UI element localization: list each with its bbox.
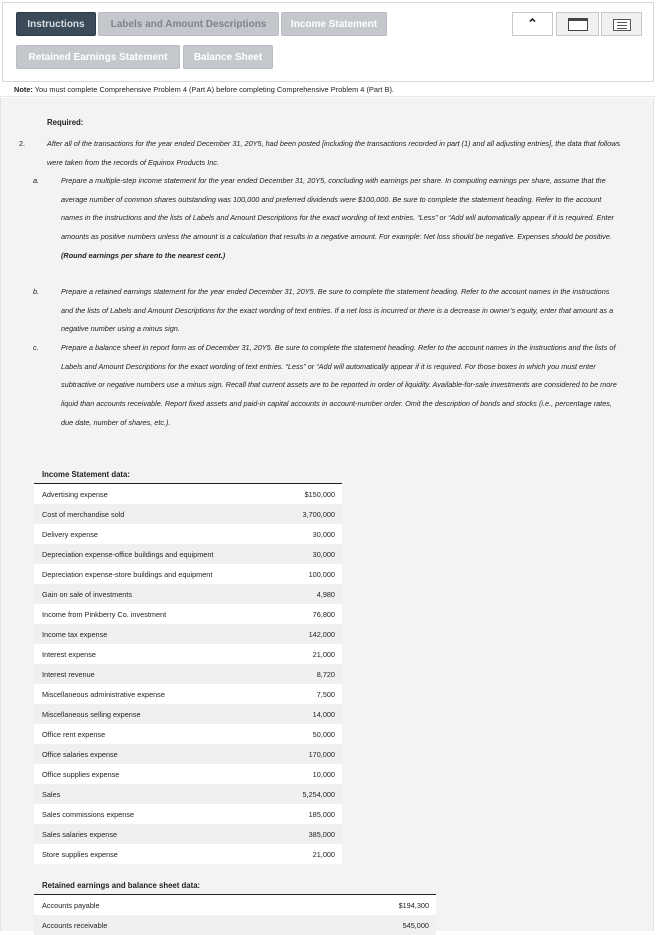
table-row (34, 544, 342, 564)
row-value: 50,000 (286, 724, 342, 744)
row-label: Office supplies expense (34, 764, 286, 784)
instructions-panel (0, 98, 654, 931)
table-row (34, 724, 342, 744)
row-value: 76,800 (286, 604, 342, 624)
row-value: 4,980 (286, 584, 342, 604)
row-label: Miscellaneous administrative expense (34, 684, 286, 704)
row-value: 21,000 (286, 844, 342, 864)
tab-retained-earnings-statement[interactable]: Retained Earnings Statement (16, 45, 180, 69)
requirement-b-letter: b. (33, 287, 40, 296)
tab-income-statement[interactable]: Income Statement (281, 12, 387, 36)
requirement-b-text: Prepare a retained earnings statement for the year ended December 31, 20Y5. Be sure to complete the statement heading. Refer to the account names in the instructions and the lists of Labels and Amount Descriptions for the exact wording of text entries. If a net loss is incurred or there is a decrease in owner’s equity, enter that amount as a negative number using a minus sign. (61, 287, 614, 334)
row-label: Miscellaneous selling expense (34, 704, 286, 724)
income-statement-data-table (34, 484, 342, 864)
tab-bar (2, 2, 654, 82)
table-row (34, 524, 342, 544)
list-icon (613, 19, 631, 31)
row-label: Advertising expense (34, 484, 286, 504)
row-label: Income from Pinkberry Co. investment (34, 604, 286, 624)
table-row (34, 824, 342, 844)
requirement-a-letter: a. (33, 176, 40, 185)
note-text: You must complete Comprehensive Problem 4 (Part A) before completing Comprehensive Problem 4 (Part B). (32, 85, 394, 94)
row-value: 385,000 (286, 824, 342, 844)
requirement-a-bold: (Round earnings per share to the nearest cent.) (61, 250, 226, 260)
requirement-b (33, 283, 623, 339)
table-row (34, 744, 342, 764)
row-value: 14,000 (286, 704, 342, 724)
table-row (34, 664, 342, 684)
row-value: 545,000 (300, 915, 436, 935)
note (0, 83, 656, 97)
table-row (34, 584, 342, 604)
required-heading: Required: (47, 118, 84, 127)
row-label: Accounts payable (34, 895, 300, 915)
requirement-a-text: Prepare a multiple-step income statement for the year ended December 31, 20Y5, concluding with earnings per share. In computing earnings per share, assume that the average number of common shares outstanding was 100,000 and preferred dividends were $100,000. Be sure to complete the statement heading. Refer to the account names in the instructions and the lists of Labels and Amount Descriptions for the exact wording of text entries. “Less” or “Add will automatically appear if it is required. Enter amounts as positive numbers unless the amount is a calculation that results in a negative amount. For example: Net loss should be negative. Expenses should be positive. (61, 176, 614, 242)
row-value: 5,254,000 (286, 784, 342, 804)
table-row (34, 604, 342, 624)
row-label: Interest revenue (34, 664, 286, 684)
row-value: 10,000 (286, 764, 342, 784)
balance-sheet-data-title: Retained earnings and balance sheet data: (42, 881, 201, 890)
row-label: Sales (34, 784, 286, 804)
table-row (34, 764, 342, 784)
row-value: 7,500 (286, 684, 342, 704)
chevron-up-icon: ⌃ (527, 16, 538, 31)
row-value: 21,000 (286, 644, 342, 664)
row-label: Store supplies expense (34, 844, 286, 864)
row-label: Sales salaries expense (34, 824, 286, 844)
row-label: Office salaries expense (34, 744, 286, 764)
requirement-c-letter: c. (33, 343, 39, 352)
tab-labels-and-amount-descriptions[interactable]: Labels and Amount Descriptions (98, 12, 279, 36)
table-row (34, 844, 342, 864)
tab-balance-sheet[interactable]: Balance Sheet (183, 45, 273, 69)
requirement-a (33, 172, 623, 266)
requirement-2-text: After all of the transactions for the year ended December 31, 20Y5, had been posted [including the transactions recorded in part (1) and all adjusting entries], the data that follows were taken from the records of Equinox Products Inc. (47, 139, 621, 167)
table-row (34, 504, 342, 524)
requirement-number: 2. (19, 139, 26, 148)
window-icon (568, 18, 588, 31)
table-row (34, 895, 436, 915)
row-label: Interest expense (34, 644, 286, 664)
tab-instructions[interactable]: Instructions (16, 12, 96, 36)
row-value: $150,000 (286, 484, 342, 504)
row-value: 3,700,000 (286, 504, 342, 524)
table-row (34, 915, 436, 935)
table-row (34, 784, 342, 804)
income-statement-data-title: Income Statement data: (42, 470, 130, 479)
row-label: Delivery expense (34, 524, 286, 544)
row-label: Gain on sale of investments (34, 584, 286, 604)
row-value: $194,300 (300, 895, 436, 915)
collapse-button[interactable] (512, 12, 553, 36)
table-row (34, 804, 342, 824)
table-row (34, 644, 342, 664)
requirement-c-text: Prepare a balance sheet in report form as of December 31, 20Y5. Be sure to complete the statement heading. Refer to the account names in the instructions and the lists of Labels and Amount Descriptions for the exact wording of text entries. “Less” or “Add will automatically appear if it is required. For those boxes in which you must enter subtractive or negative numbers use a minus sign. Recall that current assets are to be reported in order of liquidity. Available-for-sale investments are considered to be more liquid than accounts receivable. Report fixed assets and paid-in capital accounts in account-number order. Omit the description of bonds and stocks (i.e., percentage rates, due date, number of shares, etc.). (61, 343, 617, 427)
row-value: 142,000 (286, 624, 342, 644)
table-row (34, 564, 342, 584)
row-value: 30,000 (286, 524, 342, 544)
row-value: 185,000 (286, 804, 342, 824)
row-value: 30,000 (286, 544, 342, 564)
table-row (34, 684, 342, 704)
table-row (34, 704, 342, 724)
table-row (34, 484, 342, 504)
balance-sheet-data-table (34, 895, 436, 935)
row-label: Sales commissions expense (34, 804, 286, 824)
row-label: Depreciation expense-store buildings and equipment (34, 564, 286, 584)
row-value: 8,720 (286, 664, 342, 684)
row-label: Accounts receivable (34, 915, 300, 935)
requirement-c (33, 339, 623, 433)
row-value: 170,000 (286, 744, 342, 764)
row-label: Depreciation expense-office buildings and equipment (34, 544, 286, 564)
note-label: Note: (14, 85, 33, 94)
list-view-button[interactable] (601, 12, 642, 36)
row-label: Income tax expense (34, 624, 286, 644)
row-label: Cost of merchandise sold (34, 504, 286, 524)
row-value: 100,000 (286, 564, 342, 584)
row-label: Office rent expense (34, 724, 286, 744)
requirement-2 (19, 135, 623, 172)
window-view-button[interactable] (556, 12, 599, 36)
table-row (34, 624, 342, 644)
